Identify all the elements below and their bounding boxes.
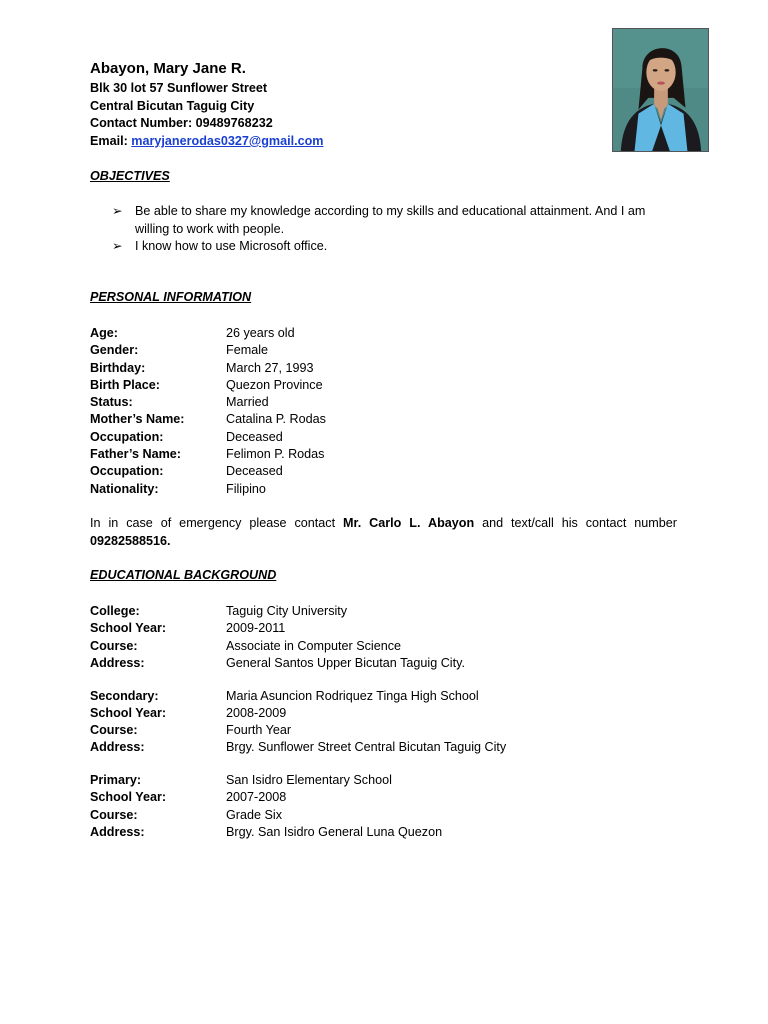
info-value: Deceased bbox=[226, 429, 283, 444]
info-row bbox=[90, 463, 690, 480]
address-line-2: Central Bicutan Taguig City bbox=[90, 98, 255, 113]
info-label: Birthday: bbox=[90, 360, 146, 375]
info-value: Filipino bbox=[226, 481, 266, 496]
education-value: Brgy. San Isidro General Luna Quezon bbox=[226, 825, 443, 840]
info-value: Felimon P. Rodas bbox=[226, 447, 325, 462]
education-label: Course: bbox=[90, 807, 138, 822]
info-label: Gender: bbox=[90, 343, 139, 358]
education-row bbox=[90, 688, 690, 705]
info-label: Occupation: bbox=[90, 429, 164, 444]
info-row bbox=[90, 411, 690, 428]
info-label: Mother’s Name: bbox=[90, 412, 185, 427]
info-row bbox=[90, 446, 690, 463]
info-value: Female bbox=[226, 343, 268, 358]
education-value: General Santos Upper Bicutan Taguig City. bbox=[226, 655, 465, 670]
applicant-name: Abayon, Mary Jane R. bbox=[90, 60, 246, 77]
personal-information-heading: PERSONAL INFORMATION bbox=[90, 290, 252, 304]
info-label: Nationality: bbox=[90, 481, 159, 496]
info-value: Married bbox=[226, 395, 269, 410]
education-value: Grade Six bbox=[226, 807, 282, 822]
education-value: Associate in Computer Science bbox=[226, 638, 401, 653]
education-row bbox=[90, 807, 690, 824]
education-row bbox=[90, 638, 690, 655]
education-label: Address: bbox=[90, 825, 145, 840]
email-label: Email: bbox=[90, 133, 128, 148]
education-row bbox=[90, 739, 690, 756]
education-label: Address: bbox=[90, 655, 145, 670]
emergency-middle: and text/call his contact number bbox=[474, 516, 677, 530]
contact-number-line bbox=[90, 115, 323, 133]
objective-text: I know how to use Microsoft office. bbox=[135, 239, 328, 254]
education-value: Maria Asuncion Rodriquez Tinga High School bbox=[226, 688, 479, 703]
personal-information-table bbox=[90, 325, 690, 498]
info-row bbox=[90, 394, 690, 411]
arrow-bullet-icon: ➢ bbox=[112, 204, 123, 218]
address-line-1: Blk 30 lot 57 Sunflower Street bbox=[90, 81, 268, 95]
contact-label: Contact Number: bbox=[90, 116, 193, 131]
emergency-contact-number: 09282588516. bbox=[90, 533, 171, 548]
education-label: School Year: bbox=[90, 621, 167, 636]
profile-photo bbox=[612, 28, 709, 152]
objective-item bbox=[112, 203, 672, 238]
info-row bbox=[90, 360, 690, 377]
group-spacer bbox=[90, 757, 690, 772]
objective-item bbox=[112, 238, 672, 256]
education-label: School Year: bbox=[90, 790, 167, 805]
emergency-contact-paragraph bbox=[90, 515, 677, 550]
info-label: Occupation: bbox=[90, 464, 164, 479]
info-label: Birth Place: bbox=[90, 377, 160, 392]
arrow-bullet-icon: ➢ bbox=[112, 239, 123, 254]
education-label: Secondary: bbox=[90, 688, 159, 703]
education-value: 2009-2011 bbox=[226, 621, 286, 636]
education-value: San Isidro Elementary School bbox=[226, 773, 392, 788]
objective-text: Be able to share my knowledge according to my skills and educational attainment. And I am willing to work with people. bbox=[135, 204, 646, 236]
education-label: Address: bbox=[90, 740, 145, 755]
info-label: Status: bbox=[90, 395, 133, 410]
education-label: School Year: bbox=[90, 705, 167, 720]
education-row bbox=[90, 824, 690, 841]
info-value: Deceased bbox=[226, 464, 283, 479]
educational-background-heading: EDUCATIONAL BACKGROUND bbox=[90, 568, 277, 582]
education-label: Primary: bbox=[90, 773, 142, 788]
education-table bbox=[90, 603, 690, 841]
education-value: Taguig City University bbox=[226, 604, 348, 618]
info-row bbox=[90, 377, 690, 394]
info-value: Quezon Province bbox=[226, 377, 323, 392]
education-value: Fourth Year bbox=[226, 723, 292, 738]
contact-value: 09489768232 bbox=[195, 116, 273, 131]
education-row bbox=[90, 789, 690, 806]
info-row bbox=[90, 342, 690, 359]
education-row bbox=[90, 620, 690, 637]
education-row bbox=[90, 722, 690, 739]
info-row bbox=[90, 429, 690, 446]
education-row bbox=[90, 655, 690, 672]
education-label: Course: bbox=[90, 723, 138, 738]
info-row bbox=[90, 325, 690, 342]
group-spacer bbox=[90, 672, 690, 687]
info-row bbox=[90, 481, 690, 498]
education-row bbox=[90, 603, 690, 620]
info-value: 26 years old bbox=[226, 326, 295, 340]
contact-block bbox=[90, 80, 323, 150]
education-value: 2008-2009 bbox=[226, 705, 287, 720]
education-value: 2007-2008 bbox=[226, 790, 287, 805]
education-row bbox=[90, 705, 690, 722]
info-value: Catalina P. Rodas bbox=[226, 412, 326, 427]
email-link[interactable]: maryjanerodas0327@gmail.com bbox=[131, 133, 324, 148]
info-value: March 27, 1993 bbox=[226, 360, 314, 375]
emergency-contact-name: Mr. Carlo L. Abayon bbox=[343, 516, 475, 530]
info-label: Father’s Name: bbox=[90, 447, 181, 462]
education-value: Brgy. Sunflower Street Central Bicutan Taguig City bbox=[226, 740, 507, 755]
education-label: Course: bbox=[90, 638, 138, 653]
education-label: College: bbox=[90, 604, 140, 618]
education-row bbox=[90, 772, 690, 789]
objectives-list bbox=[112, 203, 672, 256]
info-label: Age: bbox=[90, 326, 118, 340]
emergency-prefix: In in case of emergency please contact bbox=[90, 516, 344, 530]
email-line bbox=[90, 133, 323, 151]
objectives-heading: OBJECTIVES bbox=[90, 169, 170, 183]
